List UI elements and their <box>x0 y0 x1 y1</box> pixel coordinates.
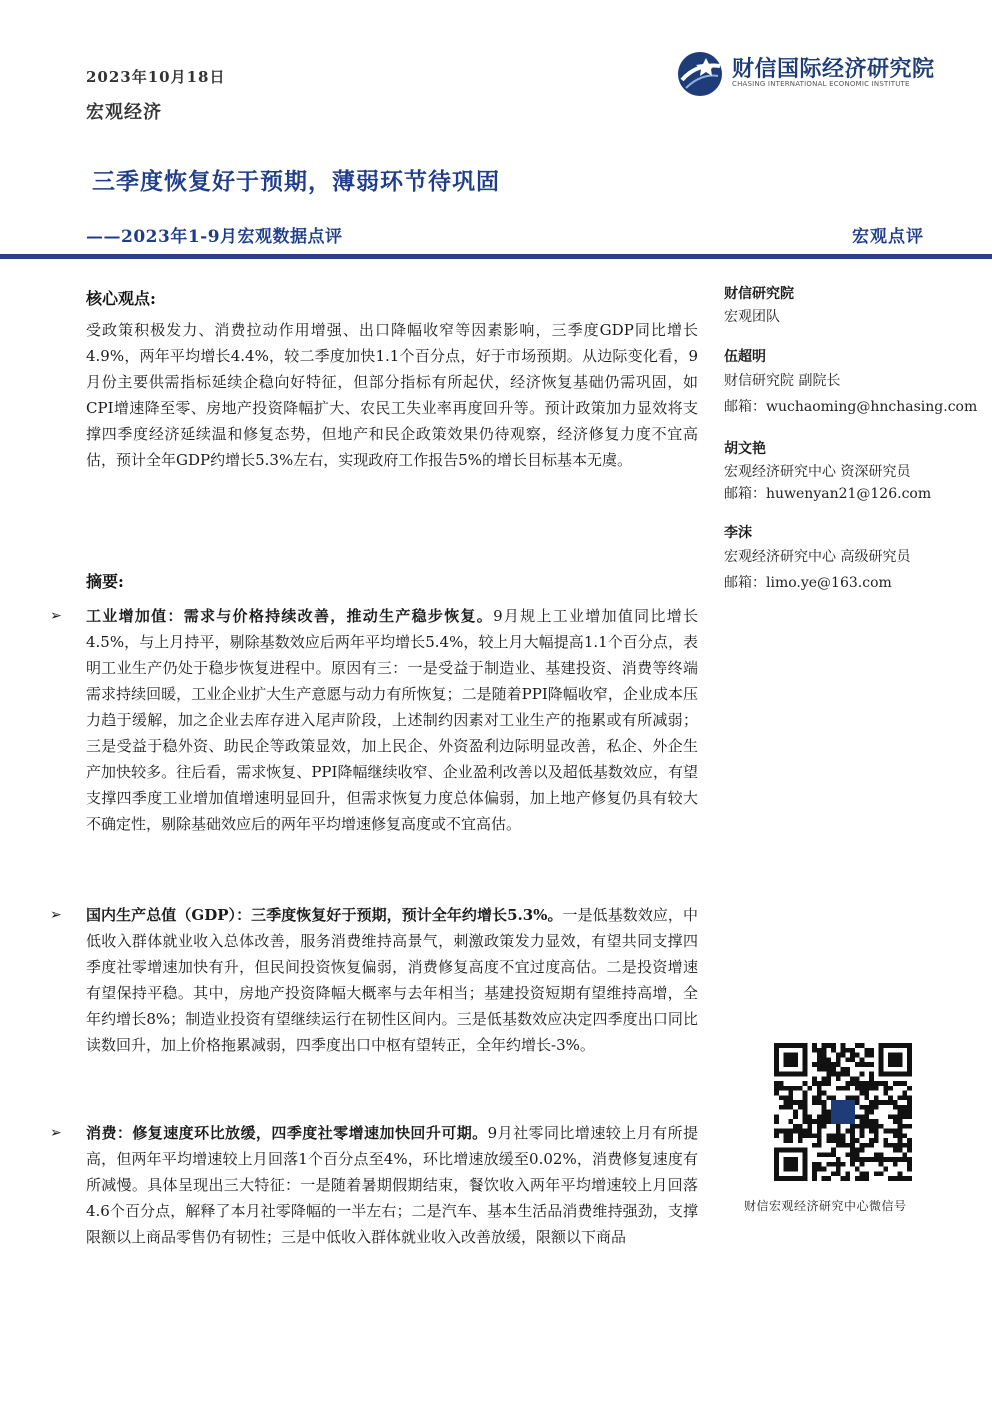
bullet-text: 9月社零同比增速较上月有所提高，但两年平均增速较上月回落1个百分点至4%，环比增速放缓至0.02%，消费修复速度有所减慢。具体呈现出三大特征：一是随着暑期假期结束，餐饮收入两年平均增速较上月回落4.6个百分点，解释了本月社零降幅的一半左右；二是汽车、基本生活品消费维持强劲，支撑限额以上商品零售仍有韧性；三是中低收入群体就业收入改善放缓，限额以下商品 <box>86 1124 698 1246</box>
summary-bullet-gdp <box>50 902 698 1058</box>
bullet-text: 一是低基数效应，中低收入群体就业收入总体改善，服务消费维持高景气，刺激政策发力显效，有望共同支撑四季度社零增速加快有升，但民间投资恢复偏弱，消费修复高度不宜过度高估。二是投资增速有望保持平稳。其中，房地产投资降幅大概率与去年相当；基建投资短期有望维持高增，全年约增长8%；制造业投资有望继续运行在韧性区间内。三是低基数效应决定四季度出口同比读数回升，加上价格拖累减弱，四季度出口中枢有望转正，全年约增长-3%。 <box>86 906 698 1054</box>
report-title: 三季度恢复好于预期，薄弱环节待巩固 <box>92 168 500 195</box>
author-title: 宏观经济研究中心 高级研究员 <box>724 549 911 565</box>
author-name: 李沫 <box>724 525 752 541</box>
institute-logo <box>676 50 946 98</box>
bullet-lead: 工业增加值：需求与价格持续改善，推动生产稳步恢复。 <box>86 607 494 625</box>
report-subtitle: ——2023年1-9月宏观数据点评 <box>86 227 343 247</box>
author-name: 胡文艳 <box>724 441 766 457</box>
core-views-heading: 核心观点: <box>86 289 156 308</box>
summary-bullet-consumption <box>50 1120 698 1250</box>
report-type: 宏观点评 <box>852 227 924 247</box>
author-name: 伍超明 <box>724 349 766 365</box>
header-divider <box>0 254 992 259</box>
author-email[interactable]: 邮箱：limo.ye@163.com <box>724 575 892 591</box>
institute-name-en: CHASING INTERNATIONAL ECONOMIC INSTITUTE <box>732 80 910 88</box>
author-title: 宏观经济研究中心 资深研究员 <box>724 464 911 480</box>
bullet-lead: 消费：修复速度环比放缓，四季度社零增速加快回升可期。 <box>86 1124 488 1142</box>
bullet-arrow-icon: ➢ <box>50 608 62 624</box>
core-views-text: 受政策积极发力、消费拉动作用增强、出口降幅收窄等因素影响，三季度GDP同比增长4.9%，两年平均增长4.4%，较二季度加快1.1个百分点，好于市场预期。从边际变化看，9月份主要供需指标延续企稳向好特征，但部分指标有所起伏，经济恢复基础仍需巩固，如CPI增速降至零、房地产投资降幅扩大、农民工失业率再度回升等。预计政策加力显效将支撑四季度经济延续温和修复态势，但地产和民企政策效果仍待观察，经济修复力度不宜高估，预计全年GDP约增长5.3%左右，实现政府工作报告5%的增长目标基本无虞。 <box>86 321 698 469</box>
author-email[interactable]: 邮箱：wuchaoming@hnchasing.com <box>724 399 978 415</box>
bullet-arrow-icon: ➢ <box>50 1125 62 1141</box>
report-date: 2023年10月18日 <box>86 68 226 86</box>
summary-heading: 摘要: <box>86 572 124 591</box>
sidebar-team: 宏观团队 <box>724 309 780 325</box>
summary-bullet-industry <box>50 603 698 837</box>
wechat-qr-code <box>774 1043 912 1181</box>
bullet-arrow-icon: ➢ <box>50 907 62 923</box>
report-category: 宏观经济 <box>86 102 162 123</box>
institute-logo-icon <box>676 50 724 98</box>
bullet-lead: 国内生产总值（GDP）：三季度恢复好于预期，预计全年约增长5.3%。 <box>86 906 563 924</box>
qr-caption: 财信宏观经济研究中心微信号 <box>744 1199 907 1213</box>
bullet-text: 9月规上工业增加值同比增长4.5%，与上月持平，剔除基数效应后两年平均增长5.4%，较上月大幅提高1.1个百分点，表明工业生产仍处于稳步恢复进程中。原因有三：一是受益于制造业、基建投资、消费等终端需求持续回暖，工业企业扩大生产意愿与动力有所恢复；二是随着PPI降幅收窄，企业成本压力趋于缓解，加之企业去库存进入尾声阶段，上述制约因素对工业生产的拖累或有所减弱；三是受益于稳外资、助民企等政策显效，加上民企、外资盈利边际明显改善，私企、外企生产加快较多。往后看，需求恢复、PPI降幅继续收窄、企业盈利改善以及超低基数效应，有望支撑四季度工业增加值增速明显回升，但需求恢复力度总体偏弱，加上地产修复仍具有较大不确定性，剔除基础效应后的两年平均增速修复高度或不宜高估。 <box>86 607 698 833</box>
author-title: 财信研究院 副院长 <box>724 373 841 389</box>
sidebar-org: 财信研究院 <box>724 286 794 302</box>
author-email[interactable]: 邮箱：huwenyan21@126.com <box>724 486 932 502</box>
institute-name-cn: 财信国际经济研究院 <box>732 57 935 82</box>
